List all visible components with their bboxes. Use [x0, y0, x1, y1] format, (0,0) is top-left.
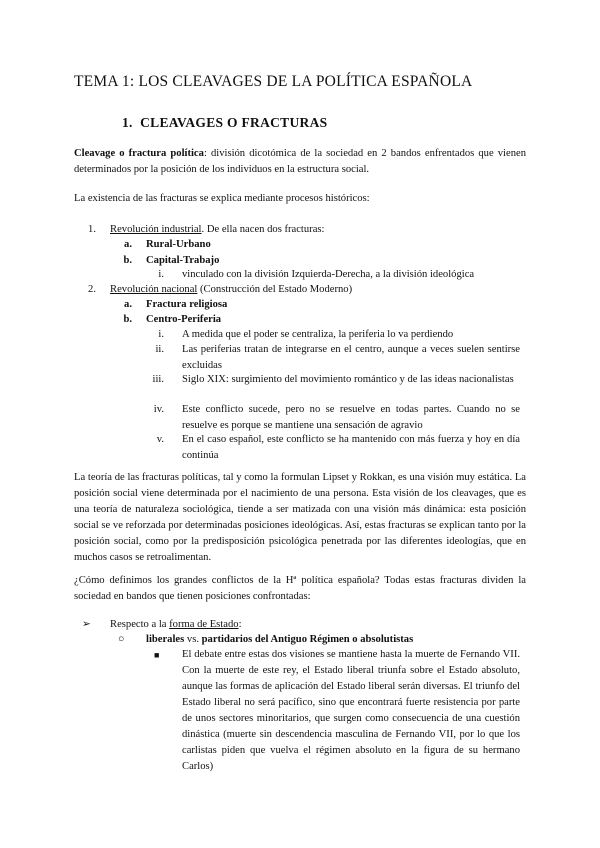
roman-marker: v.	[156, 434, 164, 445]
section-number: 1.	[122, 115, 133, 130]
bullet-liberales	[146, 632, 413, 648]
sub-marker: a.	[124, 239, 132, 250]
sub-sub-item: vinculado con la división Izquierda-Derecha, a la división ideológica	[182, 269, 475, 280]
sub-item-rural-urbano: Rural-Urbano	[146, 239, 211, 250]
list-item-2-rest: (Construcción del Estado Moderno)	[197, 284, 353, 295]
roman-marker: i.	[158, 269, 164, 280]
respecto-prefix: Respecto a la	[110, 619, 170, 630]
list-number-1: 1.	[88, 224, 96, 235]
list-item-1-label: Revolución industrial	[110, 224, 202, 235]
list-item-1	[110, 222, 324, 238]
roman-marker: iii.	[152, 374, 164, 385]
sub-sub-item: En el caso español, este conflicto se ha mantenido con más fuerza y hoy en día continúa	[182, 434, 520, 461]
vs-label: vs.	[184, 634, 202, 645]
section-title: CLEAVAGES O FRACTURAS	[140, 115, 328, 130]
bullet-respecto	[110, 617, 242, 633]
debate-paragraph: El debate entre estas dos visiones se mantiene hasta la muerte de Fernando VII. Con la muerte de este rey, el Estado liberal triunfa sobre el Estado absoluto, aunque las formas de aplicación del Estado liberal serán diversas. El triunfo del Estado liberal no será pacífico, sino que encontrará fuerte resistencia por parte de unos sectores minoritarios, que surgen como consecuencia de una cuestión dinástica (muerte sin descendencia masculina de Fernando VII, por lo que los carlistas piden que vuelva el régimen absoluto en la figura de su hermano Carlos)	[182, 649, 520, 772]
sub-item-capital-trabajo: Capital-Trabajo	[146, 255, 220, 266]
intro-paragraph: La existencia de las fracturas se explica mediante procesos históricos:	[74, 193, 370, 204]
roman-marker: ii.	[155, 344, 164, 355]
sub-item-fractura-religiosa: Fractura religiosa	[146, 299, 228, 310]
liberales-label: liberales	[146, 634, 185, 645]
definition-paragraph	[74, 146, 526, 178]
respecto-colon: :	[238, 619, 242, 630]
theory-paragraph: La teoría de las fracturas políticas, tal y como la formulan Lipset y Rokkan, es una visión muy estática. La posición social viene determinada por el nacimiento de una persona. Esta visión de los cleavages, que es una teoría de naturaleza sociológica, tiende a ser matizada con una visión más dinámica: esta posición social se ve reforzada por determinadas posiciones ideológicas. Así, estas fracturas se explican tanto por la posición social, como por la predisposición psicológica penetrada por las diferentes ideologías, que en muchos casos se retroalimentan.	[74, 472, 526, 563]
sub-marker: a.	[124, 299, 132, 310]
sub-marker: b.	[123, 314, 132, 325]
list-number-2: 2.	[88, 284, 96, 295]
sub-marker: b.	[123, 255, 132, 266]
roman-marker: iv.	[153, 404, 164, 415]
definition-term: Cleavage o fractura política	[74, 148, 204, 159]
page-title: TEMA 1: LOS CLEAVAGES DE LA POLÍTICA ESPAÑOLA	[74, 73, 473, 90]
partidarios-label: partidarios del Antiguo Régimen o absolutistas	[201, 634, 414, 645]
definition-text: : división dicotómica de la sociedad en 2 bandos enfrentados que vienen determinados por la posición de los individuos en la estructura social.	[74, 148, 526, 175]
arrow-bullet-icon: ➢	[82, 619, 91, 630]
question-paragraph: ¿Cómo definimos los grandes conflictos de la Hª política española? Todas estas fracturas dividen la sociedad en bandos que tienen posiciones confrontadas:	[74, 575, 526, 602]
respecto-underlined: forma de Estado	[169, 619, 239, 630]
sub-sub-item: Siglo XIX: surgimiento del movimiento romántico y de las ideas nacionalistas	[182, 374, 514, 385]
roman-marker: i.	[158, 329, 164, 340]
sub-sub-item: Este conflicto sucede, pero no se resuelve en todas partes. Cuando no se resuelve es porque se mantiene una sensación de agravio	[182, 404, 520, 431]
list-item-2-label: Revolución nacional	[110, 284, 198, 295]
list-item-2	[110, 282, 352, 298]
section-heading	[122, 115, 327, 131]
list-item-1-rest: . De ella nacen dos fracturas:	[201, 224, 325, 235]
square-bullet-icon: ■	[154, 650, 160, 660]
sub-sub-item: A medida que el poder se centraliza, la periferia lo va perdiendo	[182, 329, 454, 340]
sub-item-centro-periferia: Centro-Periferia	[146, 314, 222, 325]
circle-bullet-icon: ○	[118, 634, 125, 645]
sub-sub-item: Las periferias tratan de integrarse en el centro, aunque a veces suelen sentirse excluidas	[182, 344, 520, 371]
